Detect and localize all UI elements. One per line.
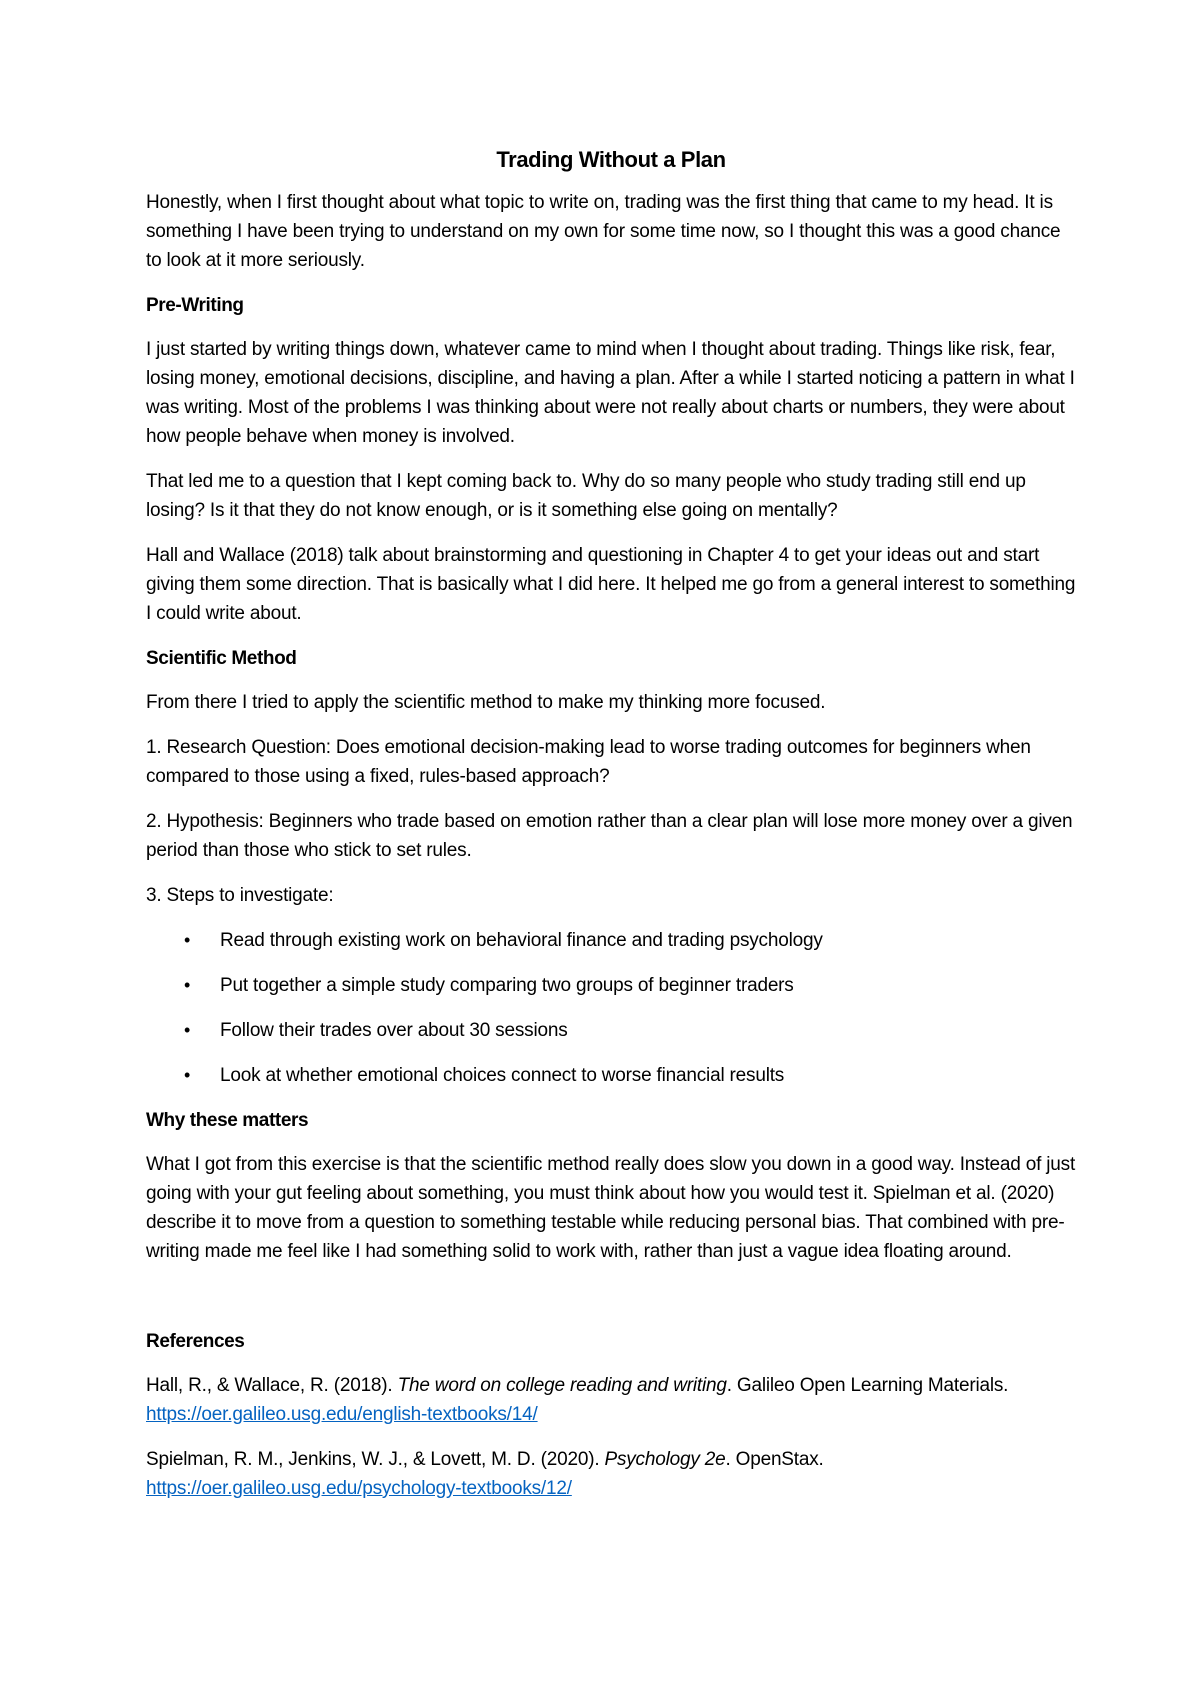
- reference-link[interactable]: https://oer.galileo.usg.edu/english-textbooks/14/: [146, 1404, 538, 1425]
- document-title: Trading Without a Plan: [496, 147, 726, 172]
- scientific-method-intro: From there I tried to apply the scientific method to make my thinking more focused.: [146, 692, 826, 713]
- reference-title: The word on college reading and writing: [397, 1375, 727, 1396]
- why-paragraph: What I got from this exercise is that the scientific method really does slow you down in a good way. Instead of just going with your gut feeling about something, you must think about how you would test it. Spielman et al. (2020) describe it to move from a question to something testable while reducing personal bias. That combined with pre-writing made me feel like I had something solid to work with, rather than just a vague idea floating around.: [146, 1154, 1076, 1262]
- step-text: Put together a simple study comparing two groups of beginner traders: [220, 975, 794, 996]
- prewriting-paragraph-1: I just started by writing things down, whatever came to mind when I thought about trading. Things like risk, fear, losing money, emotional decisions, discipline, and having a plan. After a while I started noticing a pattern in what I was writing. Most of the problems I was thinking about were not really about charts or numbers, they were about how people behave when money is involved.: [146, 339, 1075, 447]
- list-item: [146, 1061, 1076, 1090]
- step-text: Look at whether emotional choices connect to worse financial results: [220, 1065, 785, 1086]
- step-text: Read through existing work on behavioral finance and trading psychology: [220, 930, 823, 951]
- bullet-icon: •: [184, 975, 191, 995]
- bullet-icon: •: [184, 930, 191, 950]
- section-spacer: [146, 1282, 1076, 1327]
- list-item: [146, 1016, 1076, 1045]
- intro-paragraph: Honestly, when I first thought about what topic to write on, trading was the first thing that came to my head. It is something I have been trying to understand on my own for some time now, so I thought this was a good chance to look at it more seriously.: [146, 192, 1061, 271]
- reference-link[interactable]: https://oer.galileo.usg.edu/psychology-textbooks/12/: [146, 1478, 572, 1499]
- why-heading: Why these matters: [146, 1110, 309, 1131]
- steps-label: 3. Steps to investigate:: [146, 885, 334, 906]
- scientific-method-heading: Scientific Method: [146, 648, 297, 669]
- document-page: [146, 140, 1076, 1519]
- research-question: 1. Research Question: Does emotional decision-making lead to worse trading outcomes for beginners when compared to those using a fixed, rules-based approach?: [146, 737, 1031, 787]
- hypothesis: 2. Hypothesis: Beginners who trade based on emotion rather than a clear plan will lose more money over a given period than those who stick to set rules.: [146, 811, 1073, 861]
- reference-entry-1: [146, 1371, 1076, 1429]
- bullet-icon: •: [184, 1020, 191, 1040]
- reference-entry-2: [146, 1445, 1076, 1503]
- bullet-icon: •: [184, 1065, 191, 1085]
- prewriting-paragraph-2: That led me to a question that I kept coming back to. Why do so many people who study trading still end up losing? Is it that they do not know enough, or is it something else going on mentally?: [146, 471, 1026, 521]
- reference-title: Psychology 2e: [604, 1449, 726, 1470]
- list-item: [146, 971, 1076, 1000]
- reference-publisher: . OpenStax.: [725, 1449, 824, 1470]
- reference-authors: Spielman, R. M., Jenkins, W. J., & Lovett, M. D. (2020).: [146, 1449, 605, 1470]
- reference-publisher: . Galileo Open Learning Materials.: [726, 1375, 1009, 1396]
- step-text: Follow their trades over about 30 sessions: [220, 1020, 568, 1041]
- reference-authors: Hall, R., & Wallace, R. (2018).: [146, 1375, 398, 1396]
- prewriting-heading: Pre-Writing: [146, 295, 244, 316]
- prewriting-paragraph-3: Hall and Wallace (2018) talk about brainstorming and questioning in Chapter 4 to get your ideas out and start giving them some direction. That is basically what I did here. It helped me go from a general interest to something I could write about.: [146, 545, 1076, 624]
- steps-list: [146, 926, 1076, 1090]
- list-item: [146, 926, 1076, 955]
- references-heading: References: [146, 1331, 245, 1352]
